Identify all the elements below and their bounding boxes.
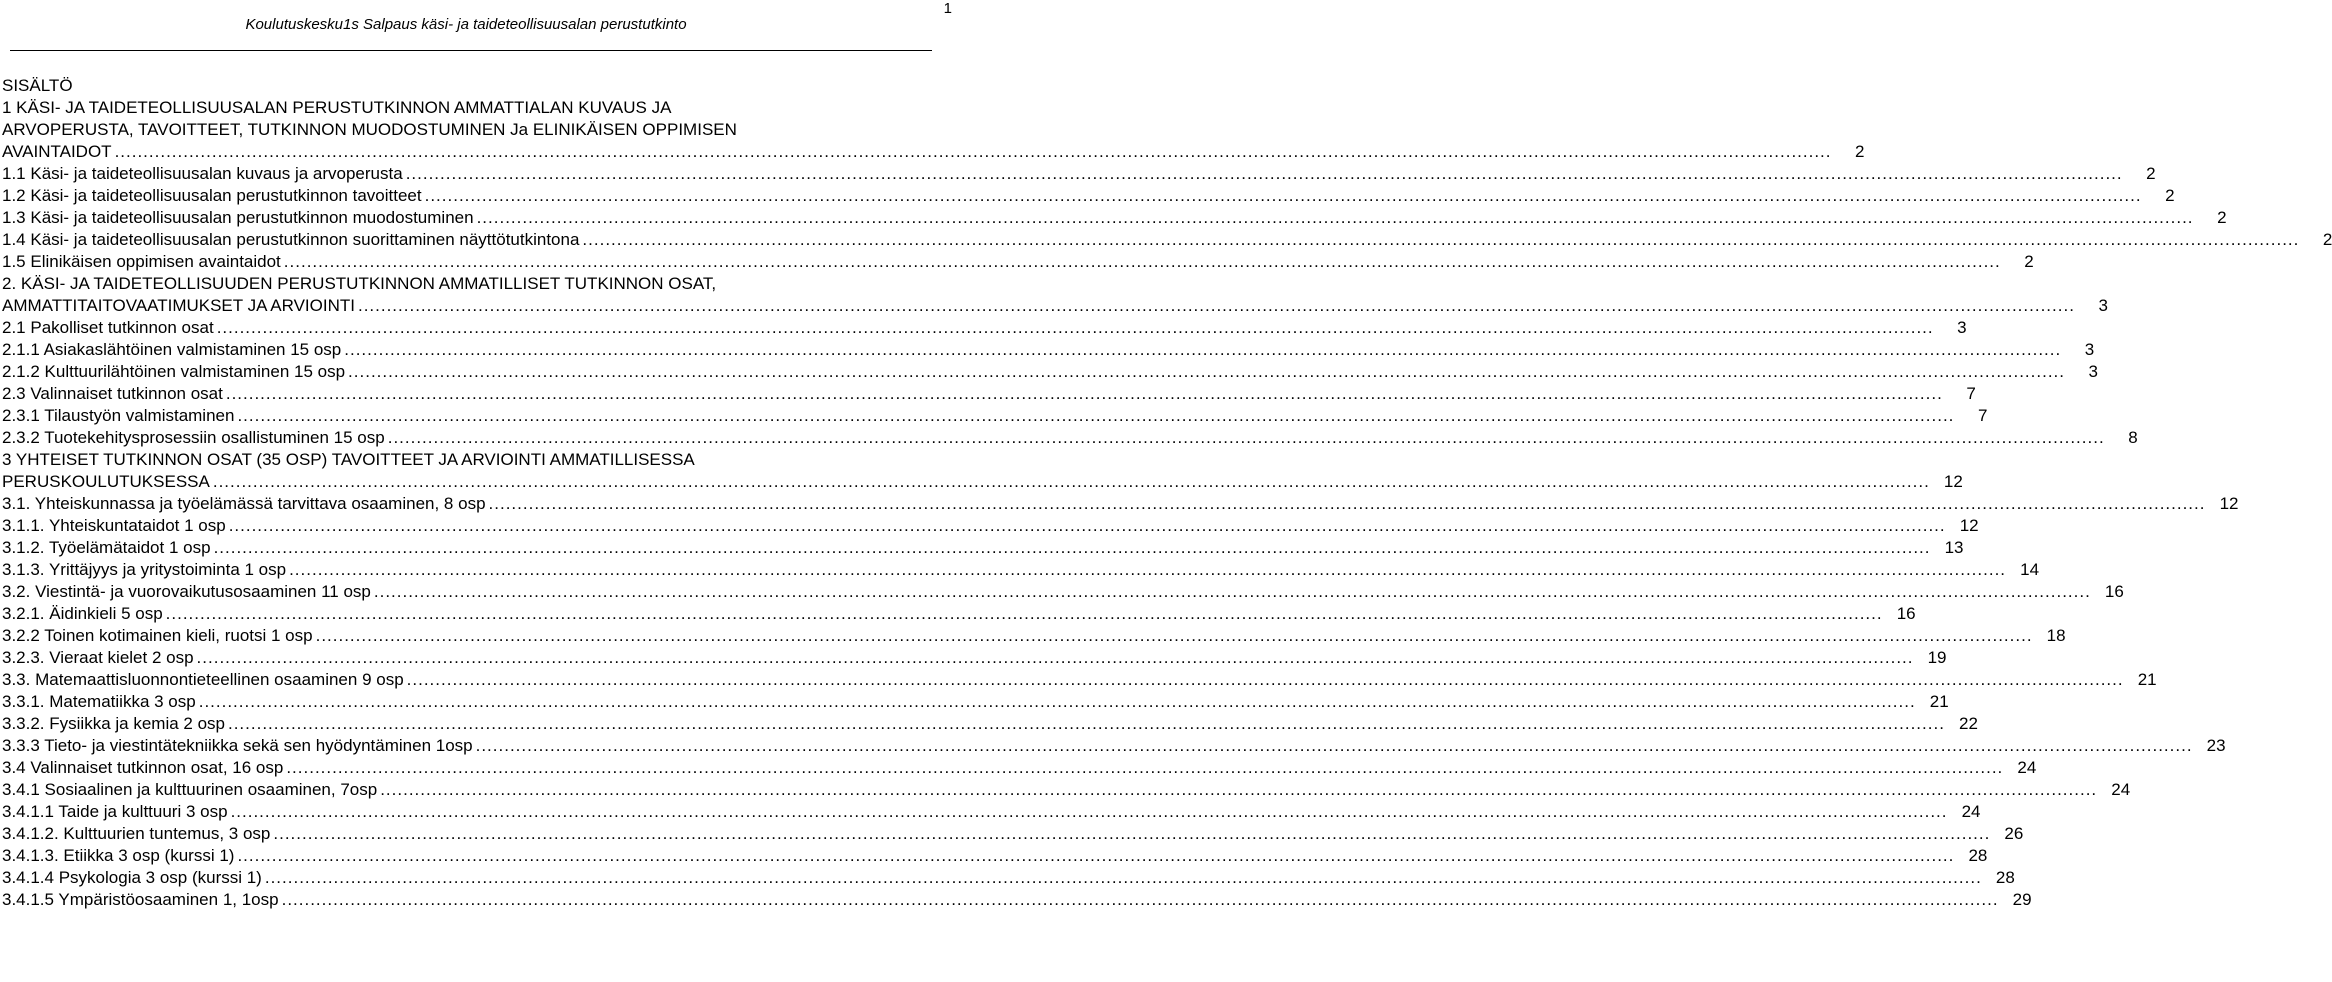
toc-entry[interactable] bbox=[0, 603, 1916, 625]
toc-entry[interactable] bbox=[0, 493, 2239, 515]
toc-entry-text-line: 1 KÄSI- JA TAIDETEOLLISUUSALAN PERUSTUTKINNON AMMATTIALAN KUVAUS JA bbox=[2, 98, 672, 117]
toc-page-number: 3 bbox=[2084, 340, 2095, 359]
toc-dot-leader: ............................................................................................................................................................................................................................................................................................................ bbox=[237, 406, 1955, 425]
toc-entry-title: 1.4 Käsi- ja taideteollisuusalan perustutkinnon suorittaminen näyttötutkintona bbox=[2, 230, 580, 249]
toc-entry-line bbox=[2, 317, 1967, 339]
toc-entry[interactable] bbox=[0, 515, 1979, 537]
toc-page-number: 3 bbox=[2088, 362, 2098, 381]
toc-dot-leader: ............................................................................................................................................................................................................................................................................................................ bbox=[289, 560, 2007, 579]
toc-entry-title: 2.3.2 Tuotekehitysprosessiin osallistuminen 15 osp bbox=[2, 428, 385, 447]
toc-page-number: 24 bbox=[2017, 758, 2037, 777]
toc-page-number: 23 bbox=[2206, 736, 2226, 755]
toc-entry-line bbox=[2, 185, 2175, 207]
toc-entry[interactable] bbox=[0, 427, 2138, 449]
toc-dot-leader: ............................................................................................................................................................................................................................................................................................................ bbox=[273, 824, 1991, 843]
toc-entry-title: 3.2.3. Vieraat kielet 2 osp bbox=[2, 648, 194, 667]
toc-dot-leader: ............................................................................................................................................................................................................................................................................................................ bbox=[225, 384, 1943, 403]
toc-entry-title: 3.4.1.4 Psykologia 3 osp (kurssi 1) bbox=[2, 868, 262, 887]
toc-page-number: 21 bbox=[1929, 692, 1949, 711]
toc-entry-line bbox=[2, 405, 1988, 427]
toc-page-number: 28 bbox=[1995, 868, 2015, 887]
toc-entry-line bbox=[2, 515, 1979, 537]
toc-entry[interactable] bbox=[0, 383, 1976, 405]
toc-entry[interactable] bbox=[0, 735, 2226, 757]
toc-entry[interactable] bbox=[0, 537, 1964, 559]
toc-page-number: 12 bbox=[1959, 516, 1979, 535]
toc-entry-title: 3.4.1.3. Etiikka 3 osp (kurssi 1) bbox=[2, 846, 235, 865]
toc-page-number: 2 bbox=[2322, 230, 2332, 249]
toc-entry-title: 1.2 Käsi- ja taideteollisuusalan perustutkinnon tavoitteet bbox=[2, 186, 422, 205]
toc-page-number: 2 bbox=[2165, 186, 2175, 205]
toc-page-number: 29 bbox=[2012, 890, 2032, 909]
toc-entry-title: 2.1.1 Asiakaslähtöinen valmistaminen 15 osp bbox=[2, 340, 342, 359]
toc-dot-leader: ............................................................................................................................................................................................................................................................................................................ bbox=[212, 472, 1930, 491]
toc-entry-line bbox=[2, 801, 1981, 823]
toc-entry[interactable] bbox=[0, 405, 1988, 427]
toc-page-number: 22 bbox=[1959, 714, 1978, 733]
toc-entry-title: 2.1.2 Kulttuurilähtöinen valmistaminen 15 osp bbox=[2, 362, 346, 381]
toc-entry[interactable] bbox=[0, 801, 1981, 823]
toc-page-number: 26 bbox=[2004, 824, 2024, 843]
toc-entry-line bbox=[2, 141, 1865, 163]
toc-entry[interactable] bbox=[0, 229, 2332, 251]
toc-entry[interactable] bbox=[0, 647, 1947, 669]
toc-entry-line bbox=[2, 669, 2157, 691]
toc-entry[interactable] bbox=[0, 449, 1963, 493]
toc-entry[interactable] bbox=[0, 339, 2095, 361]
toc-entry-line bbox=[2, 867, 2015, 889]
toc-entry[interactable] bbox=[0, 691, 1949, 713]
toc-entry-title: 3.1. Yhteiskunnassa ja työelämässä tarvittava osaaminen, 8 osp bbox=[2, 494, 486, 513]
toc-page-number: 21 bbox=[2137, 670, 2157, 689]
toc-entry-title: 3.1.2. Työelämätaidot 1 osp bbox=[2, 538, 211, 557]
toc-page-number: 18 bbox=[2046, 626, 2066, 645]
toc-entry-title: 3.1.1. Yhteiskuntataidot 1 osp bbox=[2, 516, 226, 535]
toc-entry-title: 3.3.3 Tieto- ja viestintätekniikka sekä sen hyödyntäminen 1osp bbox=[2, 736, 473, 755]
toc-dot-leader: ............................................................................................................................................................................................................................................................................................................ bbox=[264, 868, 1982, 887]
toc-entry-title: 3.3.2. Fysiikka ja kemia 2 osp bbox=[2, 714, 225, 733]
toc-dot-leader: ............................................................................................................................................................................................................................................................................................................ bbox=[228, 516, 1946, 535]
toc-dot-leader: ............................................................................................................................................................................................................................................................................................................ bbox=[196, 648, 1914, 667]
toc-entry[interactable] bbox=[0, 845, 1988, 867]
toc-entry-line bbox=[2, 757, 2037, 779]
toc-entry-title: 3.2.2 Toinen kotimainen kieli, ruotsi 1 osp bbox=[2, 626, 313, 645]
toc-entry[interactable] bbox=[0, 669, 2157, 691]
toc-entry[interactable] bbox=[0, 559, 2040, 581]
toc-dot-leader: ............................................................................................................................................................................................................................................................................................................ bbox=[237, 846, 1955, 865]
toc-entries bbox=[0, 97, 2332, 911]
toc-entry[interactable] bbox=[0, 779, 2131, 801]
toc-entry-title: 3.4.1.5 Ympäristöosaaminen 1, 1osp bbox=[2, 890, 279, 909]
toc-page-number: 24 bbox=[1961, 802, 1981, 821]
toc-dot-leader: ............................................................................................................................................................................................................................................................................................................ bbox=[281, 890, 1999, 909]
toc-entry[interactable] bbox=[0, 273, 2108, 317]
toc-entry-line bbox=[2, 383, 1976, 405]
toc-page-number: 16 bbox=[1896, 604, 1916, 623]
toc-entry-line bbox=[2, 845, 1988, 867]
toc-entry-line bbox=[2, 427, 2138, 449]
toc-entry-line bbox=[2, 713, 1978, 735]
toc-entry-line bbox=[2, 823, 2024, 845]
toc-entry[interactable] bbox=[0, 361, 2098, 383]
toc-dot-leader: ............................................................................................................................................................................................................................................................................................................ bbox=[198, 692, 1916, 711]
page-header bbox=[0, 0, 960, 56]
toc-dot-leader: ............................................................................................................................................................................................................................................................................................................ bbox=[380, 780, 2098, 799]
toc-entry[interactable] bbox=[0, 889, 2032, 911]
toc-entry-line bbox=[2, 537, 1964, 559]
toc-entry-title: 3.2. Viestintä- ja vuorovaikutusosaaminen 11 osp bbox=[2, 582, 371, 601]
toc-entry-title: AMMATTITAITOVAATIMUKSET JA ARVIOINTI bbox=[2, 296, 355, 315]
toc-entry-line bbox=[2, 625, 2066, 647]
toc-dot-leader: ............................................................................................................................................................................................................................................................................................................ bbox=[216, 318, 1934, 337]
toc-entry-text-line: ARVOPERUSTA, TAVOITTEET, TUTKINNON MUODOSTUMINEN Ja ELINIKÄISEN OPPIMISEN bbox=[2, 120, 737, 139]
toc-entry-title: 2.1 Pakolliset tutkinnon osat bbox=[2, 318, 214, 337]
table-of-contents bbox=[0, 75, 2332, 911]
toc-entry[interactable] bbox=[0, 713, 1978, 735]
toc-entry-title: 3.2.1. Äidinkieli 5 osp bbox=[2, 604, 163, 623]
toc-entry-line bbox=[2, 295, 2108, 317]
toc-dot-leader: ............................................................................................................................................................................................................................................................................................................ bbox=[373, 582, 2091, 601]
toc-dot-leader: ............................................................................................................................................................................................................................................................................................................ bbox=[488, 494, 2206, 513]
toc-dot-leader: ............................................................................................................................................................................................................................................................................................................ bbox=[213, 538, 1931, 557]
toc-entry-title: 3.1.3. Yrittäjyys ja yritystoiminta 1 osp bbox=[2, 560, 287, 579]
toc-entry[interactable] bbox=[0, 625, 2066, 647]
toc-dot-leader: ............................................................................................................................................................................................................................................................................................................ bbox=[348, 362, 2065, 381]
toc-dot-leader: ............................................................................................................................................................................................................................................................................................................ bbox=[230, 802, 1948, 821]
document-title: Koulutuskesku1s Salpaus käsi- ja taideteollisuusalan perustutkinto bbox=[245, 16, 687, 33]
toc-dot-leader: ............................................................................................................................................................................................................................................................................................................ bbox=[476, 208, 2194, 227]
toc-entry-title: 3.4.1 Sosiaalinen ja kulttuurinen osaaminen, 7osp bbox=[2, 780, 378, 799]
toc-entry-line bbox=[2, 251, 2034, 273]
header-divider bbox=[10, 50, 932, 51]
toc-entry-line bbox=[2, 889, 2032, 911]
toc-dot-leader: ............................................................................................................................................................................................................................................................................................................ bbox=[227, 714, 1945, 733]
toc-entry[interactable] bbox=[0, 317, 1967, 339]
toc-entry-title: 1.5 Elinikäisen oppimisen avaintaidot bbox=[2, 252, 281, 271]
page-number: 1 bbox=[943, 0, 952, 17]
toc-entry-text-line: 2. KÄSI- JA TAIDETEOLLISUUDEN PERUSTUTKINNON AMMATILLISET TUTKINNON OSAT, bbox=[2, 274, 717, 293]
toc-entry-line bbox=[2, 471, 1963, 493]
toc-page-number: 12 bbox=[1943, 472, 1963, 491]
toc-dot-leader: ............................................................................................................................................................................................................................................................................................................ bbox=[283, 252, 2001, 271]
toc-page-number: 8 bbox=[2128, 428, 2138, 447]
toc-page-number: 2 bbox=[2024, 252, 2034, 271]
toc-entry-title: 1.3 Käsi- ja taideteollisuusalan perustutkinnon muodostuminen bbox=[2, 208, 474, 227]
toc-page-number: 3 bbox=[2098, 296, 2108, 315]
toc-entry[interactable] bbox=[0, 207, 2227, 229]
toc-dot-leader: ............................................................................................................................................................................................................................................................................................................ bbox=[344, 340, 2062, 359]
toc-entry-title: PERUSKOULUTUKSESSA bbox=[2, 472, 210, 491]
toc-dot-leader: ............................................................................................................................................................................................................................................................................................................ bbox=[406, 670, 2124, 689]
toc-entry-title: 3.3. Matemaattisluonnontieteellinen osaaminen 9 osp bbox=[2, 670, 404, 689]
toc-page-number: 14 bbox=[2020, 560, 2040, 579]
toc-entry-line bbox=[2, 581, 2124, 603]
toc-entry[interactable] bbox=[0, 97, 1865, 163]
toc-dot-leader: ............................................................................................................................................................................................................................................................................................................ bbox=[286, 758, 2004, 777]
toc-entry-title: AVAINTAIDOT bbox=[2, 142, 112, 161]
toc-entry[interactable] bbox=[0, 251, 2034, 273]
toc-entry-line bbox=[2, 603, 1916, 625]
toc-page-number: 24 bbox=[2111, 780, 2131, 799]
toc-entry-text-line: 3 YHTEISET TUTKINNON OSAT (35 OSP) TAVOITTEET JA ARVIOINTI AMMATILLISESSA bbox=[2, 450, 695, 469]
toc-entry-title: 2.3 Valinnaiset tutkinnon osat bbox=[2, 384, 223, 403]
toc-entry-line bbox=[2, 735, 2226, 757]
toc-entry-line bbox=[2, 361, 2098, 383]
toc-entry[interactable] bbox=[0, 757, 2037, 779]
toc-entry-line bbox=[2, 493, 2239, 515]
toc-entry-title: 3.3.1. Matematiikka 3 osp bbox=[2, 692, 196, 711]
toc-dot-leader: ............................................................................................................................................................................................................................................................................................................ bbox=[357, 296, 2075, 315]
toc-dot-leader: ............................................................................................................................................................................................................................................................................................................ bbox=[582, 230, 2300, 249]
toc-page-number: 7 bbox=[1966, 384, 1976, 403]
toc-dot-leader: ............................................................................................................................................................................................................................................................................................................ bbox=[315, 626, 2033, 645]
toc-entry-title: 3.4.1.2. Kulttuurien tuntemus, 3 osp bbox=[2, 824, 271, 843]
toc-entry[interactable] bbox=[0, 185, 2175, 207]
toc-entry[interactable] bbox=[0, 867, 2015, 889]
toc-page-number: 3 bbox=[1957, 318, 1967, 337]
toc-page-number: 2 bbox=[2146, 164, 2156, 183]
toc-entry-title: 3.4 Valinnaiset tutkinnon osat, 16 osp bbox=[2, 758, 284, 777]
toc-page-number: 13 bbox=[1944, 538, 1964, 557]
toc-page-number: 2 bbox=[2217, 208, 2227, 227]
toc-entry-line bbox=[2, 339, 2095, 361]
toc-dot-leader: ............................................................................................................................................................................................................................................................................................................ bbox=[475, 736, 2193, 755]
toc-entry[interactable] bbox=[0, 163, 2156, 185]
toc-entry[interactable] bbox=[0, 823, 2024, 845]
toc-entry-line bbox=[2, 163, 2156, 185]
toc-dot-leader: ............................................................................................................................................................................................................................................................................................................ bbox=[387, 428, 2105, 447]
toc-entry-line bbox=[2, 647, 1947, 669]
toc-entry-line bbox=[2, 229, 2332, 251]
toc-entry-line bbox=[2, 779, 2131, 801]
toc-entry-line bbox=[2, 691, 1949, 713]
toc-entry-title: 3.4.1.1 Taide ja kulttuuri 3 osp bbox=[2, 802, 228, 821]
toc-entry-line bbox=[2, 207, 2227, 229]
toc-dot-leader: ............................................................................................................................................................................................................................................................................................................ bbox=[424, 186, 2142, 205]
toc-page-number: 2 bbox=[1855, 142, 1865, 161]
toc-entry-title: 1.1 Käsi- ja taideteollisuusalan kuvaus ja arvoperusta bbox=[2, 164, 403, 183]
toc-entry[interactable] bbox=[0, 581, 2124, 603]
toc-entry-title: 2.3.1 Tilaustyön valmistaminen bbox=[2, 406, 235, 425]
toc-page-number: 7 bbox=[1977, 406, 1988, 425]
toc-page-number: 28 bbox=[1968, 846, 1988, 865]
toc-dot-leader: ............................................................................................................................................................................................................................................................................................................ bbox=[114, 142, 1832, 161]
toc-entry-line bbox=[2, 559, 2040, 581]
toc-page-number: 16 bbox=[2104, 582, 2124, 601]
toc-page-number: 19 bbox=[1927, 648, 1947, 667]
toc-dot-leader: ............................................................................................................................................................................................................................................................................................................ bbox=[165, 604, 1883, 623]
toc-dot-leader: ............................................................................................................................................................................................................................................................................................................ bbox=[405, 164, 2123, 183]
toc-heading: SISÄLTÖ bbox=[2, 76, 73, 95]
toc-page-number: 12 bbox=[2219, 494, 2239, 513]
